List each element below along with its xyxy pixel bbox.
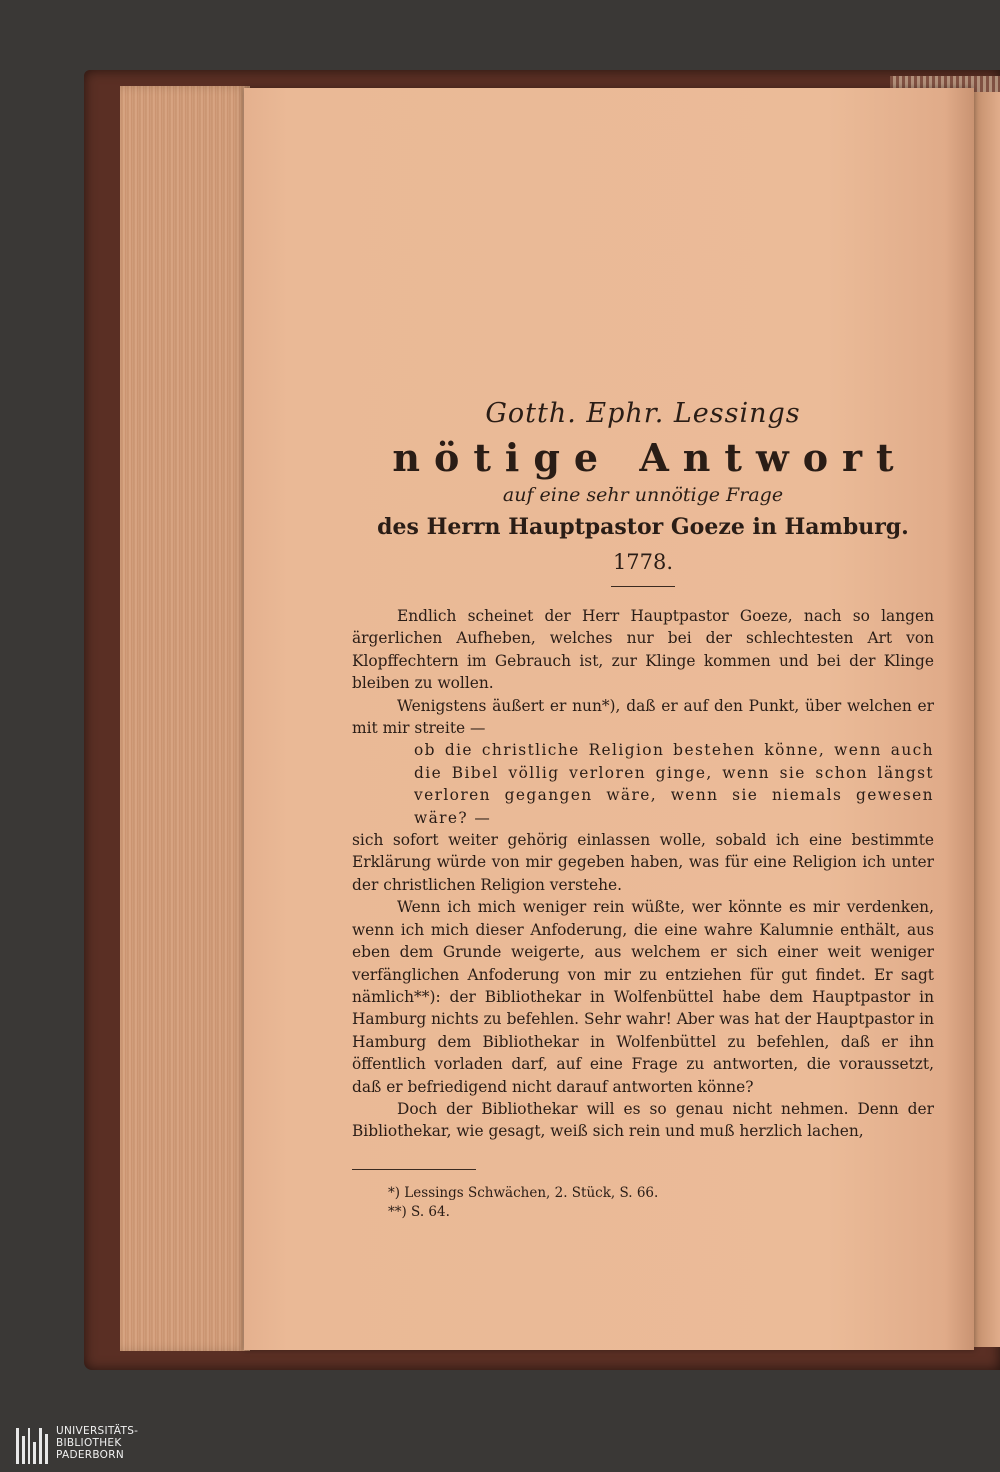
footnotes	[352, 1184, 934, 1222]
block-quote: ob die christliche Religion bestehen könne, wenn auch die Bibel völlig verloren ginge, wenn sie schon längst verloren gegangen wäre, wenn sie niemals gewesen wäre? —	[414, 741, 934, 827]
footnote-2: **) S. 64.	[388, 1203, 450, 1220]
paragraph-5: Doch der Bibliothekar will es so genau nicht nehmen. Denn der Bibliothekar, wie gesagt, weiß sich rein und muß herzlich lachen,	[352, 1099, 934, 1141]
library-logo-icon	[16, 1428, 48, 1464]
title-year: 1778.	[612, 550, 674, 574]
library-name-line-1: UNIVERSITÄTS-	[56, 1425, 139, 1437]
paragraph-2: Wenigstens äußert er nun*), daß er auf den Punkt, über welchen er mit mir streite —	[352, 696, 934, 738]
page-content	[352, 398, 934, 1222]
library-footer	[0, 1420, 1000, 1472]
paragraph-1: Endlich scheinet der Herr Hauptpastor Goeze, nach so langen ärgerlichen Aufheben, welches nur bei der schlechtesten Art von Klopffechtern im Gebrauch ist, zur Klinge kommen und bei der Klinge bleiben zu wollen.	[352, 607, 934, 693]
library-name-line-3: PADERBORN	[56, 1449, 124, 1461]
title-author: Gotth. Ephr. Lessings	[485, 398, 801, 429]
page-edges	[120, 86, 250, 1351]
paragraph-4: Wenn ich mich weniger rein wüßte, wer könnte es mir verdenken, wenn ich mich dieser Anfoderung, die eine wahre Kalumnie enthält, aus eben dem Grunde weigerte, aus welchem er sich einer weit weniger verfänglichen Anfoderung von mir zu entziehen für gut findet. Er sagt nämlich**): der Bibliothekar in Wolfenbüttel habe dem Hauptpastor in Hamburg nichts zu befehlen. Sehr wahr! Aber was hat der Hauptpastor in Hamburg dem Bibliothekar in Wolfenbüttel zu befehlen, daß er ihn öffentlich vorladen darf, auf eine Frage zu antworten, die voraussetzt, daß er befriedigend nicht darauf antworten könne?	[352, 898, 934, 1096]
title-subtitle-2: des Herrn Hauptpastor Goeze in Hamburg.	[377, 514, 909, 540]
paragraph-3: sich sofort weiter gehörig einlassen wolle, sobald ich eine bestimmte Erklärung würde von mir gegeben haben, was für eine Religion ich unter der christlichen Religion verstehe.	[352, 831, 934, 894]
body-text	[352, 605, 934, 1143]
title-rule	[611, 586, 675, 587]
library-name-line-2: BIBLIOTHEK	[56, 1437, 122, 1449]
title-main: nötige Antwort	[392, 435, 908, 480]
title-subtitle: auf eine sehr unnötige Frage	[502, 484, 784, 506]
library-name	[56, 1425, 138, 1461]
footnote-1: *) Lessings Schwächen, 2. Stück, S. 66.	[388, 1184, 659, 1201]
footnote-rule	[352, 1169, 476, 1170]
